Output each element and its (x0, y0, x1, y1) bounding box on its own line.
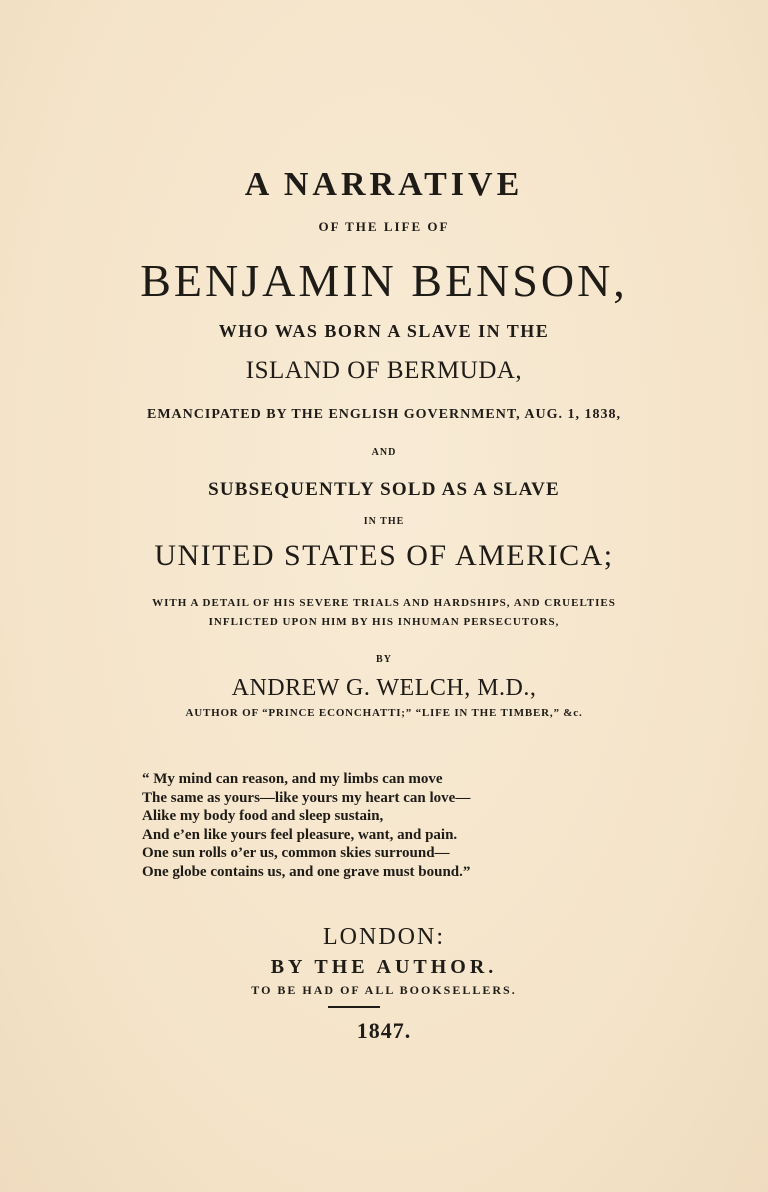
imprint-availability: TO BE HAD OF ALL BOOKSELLERS. (251, 983, 517, 997)
line-in-the: IN THE (363, 516, 405, 527)
subject-name: BENJAMIN BENSON, (140, 255, 628, 306)
imprint-publisher: BY THE AUTHOR. (270, 956, 498, 978)
line-island: ISLAND OF BERMUDA, (245, 357, 523, 384)
author-works: AUTHOR OF “PRINCE ECONCHATTI;” “LIFE IN THE TIMBER,” &c. (185, 707, 583, 719)
line-by: BY (376, 654, 392, 665)
line-subsequently: SUBSEQUENTLY SOLD AS A SLAVE (208, 479, 560, 500)
imprint-year: 1847. (356, 1018, 412, 1043)
title-narrative: A NARRATIVE (244, 166, 524, 203)
epigraph-line: Alike my body food and sleep sustain, (142, 808, 384, 824)
line-who-was-born: WHO WAS BORN A SLAVE IN THE (218, 321, 550, 341)
line-country: UNITED STATES OF AMERICA; (154, 539, 614, 572)
line-detail-1: WITH A DETAIL OF HIS SEVERE TRIALS AND HARDSHIPS, AND CRUELTIES (152, 597, 616, 609)
line-and: AND (371, 447, 397, 458)
line-emancipated: EMANCIPATED BY THE ENGLISH GOVERNMENT, AUG. 1, 1838, (147, 407, 621, 422)
epigraph-line: One globe contains us, and one grave must bound.” (142, 863, 471, 880)
epigraph-line: “ My mind can reason, and my limbs can move (142, 771, 443, 787)
imprint-city: LONDON: (323, 924, 445, 950)
divider-rule (328, 1006, 380, 1008)
author-name: ANDREW G. WELCH, M.D., (231, 675, 537, 701)
epigraph-line: The same as yours—like yours my heart can love— (142, 789, 471, 806)
epigraph-line: And e’en like yours feel pleasure, want, and pain. (142, 826, 458, 843)
epigraph-line: One sun rolls o’er us, common skies surround— (142, 845, 450, 861)
line-detail-2: INFLICTED UPON HIM BY HIS INHUMAN PERSECUTORS, (208, 616, 560, 628)
epigraph (142, 770, 622, 881)
title-of-the-life: OF THE LIFE OF (318, 219, 450, 234)
